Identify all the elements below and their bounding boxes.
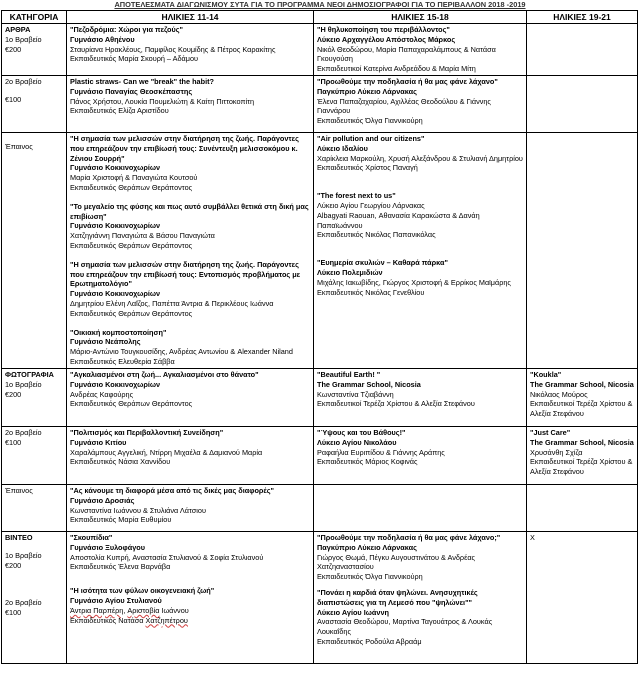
entry-title: "Προωθούμε την ποδηλασία ή θα μας φάνε λάχανο" bbox=[317, 76, 498, 86]
entry-title: "Πονάει η καρδιά όταν ψηλώνει. Ανησυχητικές διαπιστώσεις για τη Λεμεσό που "ψηλώνει"" bbox=[317, 587, 478, 607]
entry-title: "Just Care" bbox=[530, 427, 571, 437]
entry-title: Plastic straws- Can we "break" the habit? bbox=[70, 76, 214, 86]
entry-students: Δημητρίου Ελένη Λαΐζος, Παπέττα Άντρια & Περικλέους Ιωάννα bbox=[70, 298, 274, 308]
header-category: ΚΑΤΗΓΟΡΙΑ bbox=[2, 11, 67, 24]
award-amount: €200 bbox=[5, 389, 22, 399]
entry-teacher: Εκπαιδευτικός Μαρία Ευθυμίου bbox=[70, 515, 172, 525]
header-age-11-14: ΗΛΙΚΙΕΣ 11-14 bbox=[67, 11, 314, 24]
entry-teacher: Εκπαιδευτικοί Τερέζα Χρίστου & Αλεξία Στεφάνου bbox=[530, 457, 633, 477]
entry-title: "The forest next to us" bbox=[317, 191, 396, 201]
entry-teacher: Εκπαιδευτικός Όλγα Γιαννικούρη bbox=[317, 572, 423, 582]
entry bbox=[317, 370, 523, 409]
award-amount: €100 bbox=[5, 94, 22, 104]
entry-students: Γιώργος Θωμά, Πέγκυ Αυγουστινάτου & Ανδρέας Χατζηαναστασίου bbox=[317, 552, 476, 572]
award-label: 2ο Βραβείο bbox=[5, 76, 42, 86]
entry-school: Λύκειο Αγίου Νικολάου bbox=[317, 437, 397, 447]
entry bbox=[70, 370, 310, 409]
table-row bbox=[2, 132, 638, 368]
table-row bbox=[2, 24, 638, 76]
entry-title: "Ύψους και του Βάθους!" bbox=[317, 427, 406, 437]
table-row bbox=[2, 426, 638, 484]
results-table bbox=[1, 10, 638, 664]
award-label: Έπαινος bbox=[5, 141, 33, 151]
entry-students: Αποστολία Κυπρή, Αναστασία Στυλιανού & Σοφία Στυλιανού bbox=[70, 552, 264, 562]
entry-title: "Προωθούμε την ποδηλασία ή θα μας φάνε λάχανο;" bbox=[317, 532, 501, 542]
entry-teacher: Εκπαιδευτικός Νικόλας Παπανικόλας bbox=[317, 230, 436, 240]
entry-teacher: Εκπαιδευτικός Μάριος Κοφινάς bbox=[317, 457, 418, 467]
table-header-row bbox=[2, 11, 638, 24]
entry-cell bbox=[67, 24, 314, 76]
entry-title: "Το μεγαλείο της φύσης και πως αυτό συμβάλλει θετικά στη δική μας επιβίωση" bbox=[70, 201, 309, 221]
award-label: 2ο Βραβείο bbox=[5, 427, 42, 437]
award-label: Έπαινος bbox=[5, 485, 33, 495]
entry-cell bbox=[67, 426, 314, 484]
entry-school: The Grammar School, Nicosia bbox=[530, 437, 634, 447]
entry-students: Ανδρέας Καφούρης bbox=[70, 389, 134, 399]
table-row bbox=[2, 484, 638, 531]
entry-school: The Grammar School, Nicosia bbox=[530, 379, 634, 389]
empty-cell bbox=[527, 75, 638, 132]
entry-students: Μιχάλης Ιακωβίδης, Γιώργος Χριστοφή & Ερρίκος Μαϊμάρης bbox=[317, 277, 511, 287]
entry-school: Παγκύπριο Λύκειο Λάρνακας bbox=[317, 542, 417, 552]
entry-cell bbox=[67, 368, 314, 426]
entry-teacher: Εκπαιδευτικός Θεράπων Θεράποντος bbox=[70, 308, 193, 318]
entry-title: "Ευημερία σκυλιών – Καθαρά πάρκα" bbox=[317, 258, 448, 268]
entry-students: Μάριο-Αντώνιο Τουγκουσίδης, Ανδρέας Αντωνίου & Alexander Niland bbox=[70, 347, 293, 357]
entry bbox=[70, 202, 310, 251]
entry-teacher: Εκπαιδευτικός Νικόλας Γενεθλίου bbox=[317, 287, 425, 297]
entry-teacher: Εκπαιδευτικός Θεράπων Θεράποντος bbox=[70, 182, 193, 192]
teacher-surname: Χατζηπέτρου bbox=[145, 615, 188, 625]
entry-students: Νικόλ Θεοδώρου, Μαρία Παπαχαραλάμπους & Νατάσα Γκουγούση bbox=[317, 44, 496, 64]
table-row bbox=[2, 531, 638, 663]
entry-school: Λύκειο Αρχαγγέλου Απόστολος Μάρκος bbox=[317, 34, 456, 44]
entry-school: Γυμνάσιο Κοκκινοχωρίων bbox=[70, 221, 161, 231]
entry-title: "Beautiful Earth! " bbox=[317, 369, 381, 379]
entry-cell bbox=[67, 484, 314, 531]
category-cell bbox=[2, 531, 67, 663]
entry bbox=[530, 428, 634, 477]
entry-school: The Grammar School, Nicosia bbox=[317, 379, 421, 389]
category-cell bbox=[2, 426, 67, 484]
entry bbox=[70, 77, 310, 116]
entry-cell bbox=[67, 531, 314, 663]
entry-teacher: Εκπαιδευτικός Θεράπων Θεράποντος bbox=[70, 240, 193, 250]
entry-students: Νικόλαος Μούρος bbox=[530, 389, 588, 399]
category-name: ΦΩΤΟΓΡΑΦΙΑ bbox=[5, 369, 54, 379]
empty-cell bbox=[527, 24, 638, 76]
entry-teacher: Εκπαιδευτικός Νάσια Χαννίδου bbox=[70, 457, 171, 467]
entry-title: "Πολιτισμός και Περιβαλλοντική Συνείδηση" bbox=[70, 427, 224, 437]
entry-title: "Οικιακή κομποστοποίηση" bbox=[70, 327, 167, 337]
entry-school: Γυμνάσιο Κοκκινοχωρίων bbox=[70, 163, 161, 173]
entry-school: Γυμνάσιο Ξυλοφάγου bbox=[70, 542, 145, 552]
entry bbox=[70, 486, 310, 525]
entry-students: Χρυσάνθη Σχίζα bbox=[530, 447, 583, 457]
table-row bbox=[2, 368, 638, 426]
entry bbox=[70, 586, 310, 625]
entry bbox=[70, 533, 310, 572]
entry-cell bbox=[314, 75, 527, 132]
entry-cell bbox=[527, 368, 638, 426]
entry-teacher: Εκπαιδευτικός Χρίστος Παναγή bbox=[317, 163, 418, 173]
entry bbox=[317, 191, 523, 240]
entry bbox=[530, 370, 634, 419]
entry-students: Albagyati Raouan, Αθανασία Καρακώστα & Δανάη Παπαϊωάννου bbox=[317, 210, 480, 230]
entry-title: "Η θηλυκοποίηση του περιβάλλοντος" bbox=[317, 25, 450, 34]
entry bbox=[70, 428, 310, 467]
category-name: ΑΡΘΡΑ bbox=[5, 25, 31, 34]
entry-students: Αναστασία Θεοδώρου, Μαρτίνα Ταγουάτρος & Λουκάς Λουκαΐδης bbox=[317, 617, 493, 637]
entry bbox=[70, 134, 310, 193]
empty-cell bbox=[527, 132, 638, 368]
entry-title: "Koukla" bbox=[530, 369, 562, 379]
student-name: Αριστοβία bbox=[127, 605, 160, 615]
entry-school: Γυμνάσιο Παναγίας Θεοσκέπαστης bbox=[70, 86, 193, 96]
entry-students: Σταυρίανα Ηρακλέους, Παμφίλος Κουμίδης & Πέτρος Καρακίτης bbox=[70, 44, 276, 54]
entry bbox=[70, 25, 310, 64]
entry-teacher: Εκπαιδευτικοί Τερέζα Χρίστου & Αλεξία Στεφάνου bbox=[317, 399, 475, 409]
award-label: 1ο Βραβείο bbox=[5, 379, 42, 389]
entry-school: Παγκύπριο Λύκειο Λάρνακας bbox=[317, 86, 417, 96]
entry-title: "Η σημασία των μελισσών στην διατήρηση της ζωής. Παράγοντες που επηρεάζουν την επιβίωσή τους: Εντοπισμός προβλήματος με Ερωτηματολόγιο" bbox=[70, 259, 301, 289]
entry bbox=[317, 77, 523, 126]
category-cell bbox=[2, 24, 67, 76]
header-age-19-21: ΗΛΙΚΙΕΣ 19-21 bbox=[527, 11, 638, 24]
entry-cell bbox=[314, 24, 527, 76]
entry bbox=[317, 588, 523, 647]
entry-school: Γυμνάσιο Δροσιάς bbox=[70, 495, 135, 505]
entry-students: Ραφαήλια Ευριπίδου & Γιάννης Αράπης bbox=[317, 447, 445, 457]
entry-students: Μαρία Χριστοφή & Παναγιώτα Κουτσού bbox=[70, 173, 198, 183]
entry bbox=[70, 260, 310, 319]
entry-cell bbox=[67, 132, 314, 368]
entry-teacher: Εκπαιδευτικός Ελίζα Αριστίδου bbox=[70, 106, 169, 116]
entry-school: Γυμνάσιο Κοκκινοχωρίων bbox=[70, 289, 161, 299]
entry-school: Γυμνάσιο Αθηένου bbox=[70, 34, 135, 44]
entry-cell bbox=[314, 426, 527, 484]
entry-school: Γυμνάσιο Κοκκινοχωρίων bbox=[70, 379, 161, 389]
entry-title: "Πεζοδρόμια: Χώροι για πεζούς" bbox=[70, 25, 183, 34]
student-name: Άντρια Παρπέρη bbox=[70, 605, 124, 615]
entry-school: Γυμνάσιο Νεάπολης bbox=[70, 337, 141, 347]
entry-students: Χαραλάμπους Αγγελική, Ντίρρη Μιχαέλα & Δαμιανού Μαρία bbox=[70, 447, 263, 457]
entry-teacher: Εκπαιδευτικός Όλγα Γιαννικούρη bbox=[317, 116, 423, 126]
award-amount: €200 bbox=[5, 560, 22, 570]
entry-cell bbox=[527, 531, 638, 663]
entry-school: Λύκειο Αγίου Ιωάννη bbox=[317, 607, 389, 617]
entry-school: Λύκειο Αγίου Γεωργίου Λάρνακας bbox=[317, 200, 425, 210]
award-label: 1ο Βραβείο bbox=[5, 550, 42, 560]
entry bbox=[317, 258, 523, 297]
entry-title: "Η σημασία των μελισσών στην διατήρηση της ζωής. Παράγοντες που επηρεάζουν την επιβίωσή τους: Συνέντευξη μελισσοκόμου κ. Ζένιου Σουρρή" bbox=[70, 133, 299, 163]
entry-teacher: Εκπαιδευτικός Μαρία Σκουρή – Αδάμου bbox=[70, 54, 199, 64]
award-label: 2ο Βραβείο bbox=[5, 598, 42, 608]
entry-students: Έλενα Παπαζαχαρίου, Αχιλλέας Θεοδούλου & Γιάννης Γιαννάρου bbox=[317, 96, 491, 116]
entry-teacher: Εκπαιδευτικοί Κατερίνα Ανδρεάδου & Μαρία Μίτη bbox=[317, 64, 476, 74]
table-row bbox=[2, 75, 638, 132]
entry-title: "Η ισότητα των φύλων οικογενειακή ζωή" bbox=[70, 586, 215, 596]
entry-teacher: Εκπαιδευτικοί Τερέζα Χρίστου & Αλεξία Στεφάνου bbox=[530, 399, 633, 419]
award-amount: €200 bbox=[5, 44, 22, 54]
entry-school: Γυμνάσιο Αγίου Στυλιανού bbox=[70, 595, 162, 605]
empty-cell bbox=[314, 484, 527, 531]
award-amount: €100 bbox=[5, 437, 22, 447]
entry-school: Λύκειο Πολεμιδιών bbox=[317, 267, 383, 277]
no-entry-mark: X bbox=[530, 532, 535, 542]
category-cell bbox=[2, 484, 67, 531]
entry-cell bbox=[314, 368, 527, 426]
document-title: ΑΠΟΤΕΛΕΣΜΑΤΑ ΔΙΑΓΩΝΙΣΜΟΥ ΣΥΤΑ ΓΙΑ ΤΟ ΠΡΟΓΡΑΜΜΑ ΝΕΟΙ ΔΗΜΟΣΙΟΓΡΑΦΟΙ ΓΙΑ ΤΟ ΠΕΡΙΒΑΛΛΟΝ 2018 -2019 bbox=[114, 0, 526, 9]
entry-school: Γυμνάσιο Κιτίου bbox=[70, 437, 127, 447]
entry-students: Χαρίκλεια Μαρκούλη, Χρυσή Αλεξάνδρου & Στυλιανή Δημητρίου bbox=[317, 153, 523, 163]
entry-teacher: Εκπαιδευτικός Ροδούλα Αβραάμ bbox=[317, 636, 422, 646]
award-amount: €100 bbox=[5, 608, 22, 618]
entry-school: Λύκειο Ιδαλίου bbox=[317, 143, 368, 153]
entry bbox=[317, 25, 523, 74]
entry-title: "Σκουπίδια" bbox=[70, 532, 113, 542]
entry bbox=[317, 533, 523, 582]
entry-students: Χατζηγιάννη Παναγιώτα & Βάσου Παναγιώτα bbox=[70, 231, 215, 241]
empty-cell bbox=[527, 484, 638, 531]
entry-students: Κωνσταντίνα Ιωάννου & Στυλιάνα Λάτσιου bbox=[70, 505, 206, 515]
category-name: ΒΙΝΤΕΟ bbox=[5, 532, 33, 542]
entry bbox=[70, 328, 310, 367]
entry-students: Πάνος Χρήστου, Λουκία Πουμελιώτη & Καίτη Πιττοκοπίτη bbox=[70, 96, 255, 106]
category-cell bbox=[2, 368, 67, 426]
entry bbox=[317, 134, 523, 173]
entry-title: "Αγκαλιασμένοι στη ζωή... Αγκαλιασμένοι στο θάνατο" bbox=[70, 369, 259, 379]
entry-cell bbox=[527, 426, 638, 484]
entry-students: Κωνσταντίνα Τζιαβάννη bbox=[317, 389, 394, 399]
header-age-15-18: ΗΛΙΚΙΕΣ 15-18 bbox=[314, 11, 527, 24]
category-cell bbox=[2, 132, 67, 368]
entry-teacher: Εκπαιδευτικός Νατάσα Χατζηπέτρου bbox=[70, 615, 188, 625]
entry-title: "Air pollution and our citizens" bbox=[317, 133, 425, 143]
award-label: 1ο Βραβείο bbox=[5, 34, 42, 44]
entry-teacher: Εκπαιδευτικός Έλενα Βαρνάβα bbox=[70, 562, 171, 572]
entry-cell bbox=[314, 132, 527, 368]
entry-cell bbox=[314, 531, 527, 663]
entry-cell bbox=[67, 75, 314, 132]
entry-title: "Ας κάνουμε τη διαφορά μέσα από τις δικές μας διαφορές" bbox=[70, 485, 274, 495]
entry-students: Άντρια Παρπέρη, Αριστοβία Ιωάννου bbox=[70, 605, 189, 615]
entry bbox=[317, 428, 523, 467]
entry-teacher: Εκπαιδευτικός Θεράπων Θεράποντος bbox=[70, 399, 193, 409]
entry-teacher: Εκπαιδευτικός Ελευθερία Σάββα bbox=[70, 356, 175, 366]
category-cell bbox=[2, 75, 67, 132]
